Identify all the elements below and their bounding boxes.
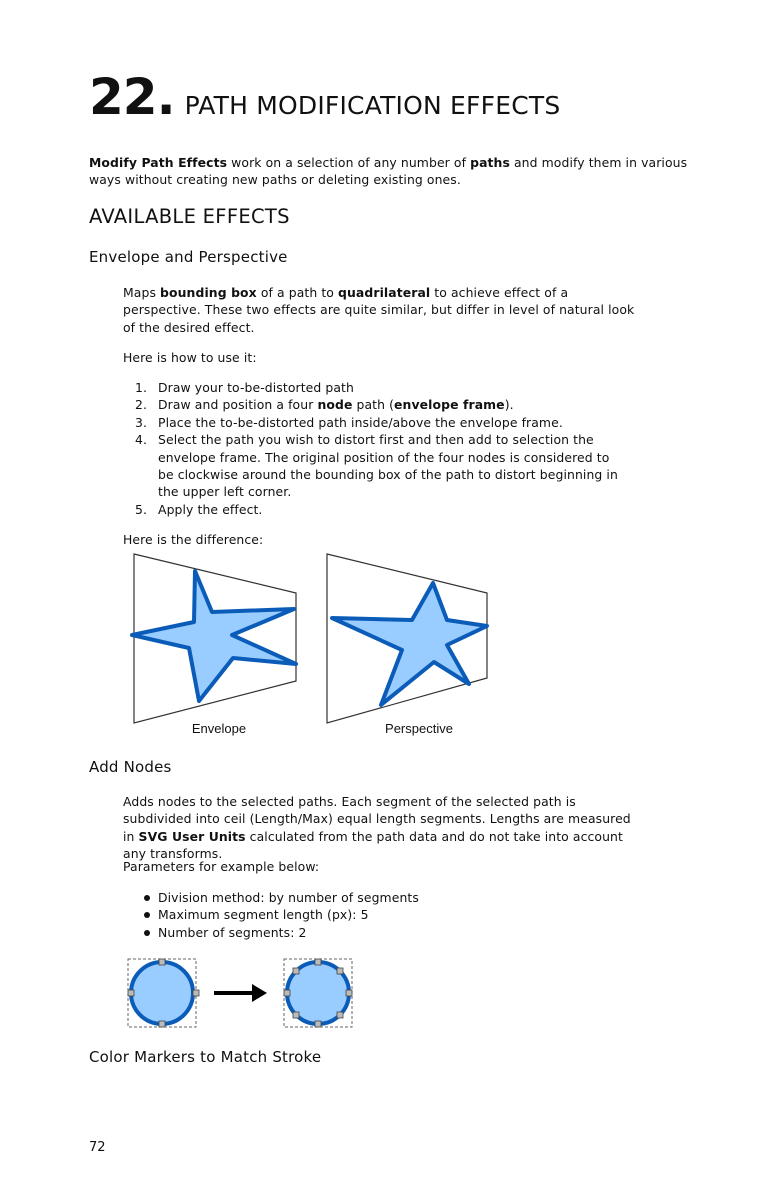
step-text: Select the path you wish to distort first and then add to selection the envelope frame. The original position of the four nodes is considered to be clockwise around the bounding box of the path to distort beginning in the upper left corner. [158, 432, 618, 500]
list-item [123, 924, 419, 941]
bullet-icon [144, 930, 150, 936]
list-item [123, 501, 623, 518]
step-number: 5. [135, 501, 148, 517]
step-text: Draw your to-be-distorted path [158, 380, 354, 395]
envelope-label: Envelope [191, 721, 247, 736]
chapter-title: PATH MODIFICATION EFFECTS [184, 91, 561, 120]
add-nodes-text-1: Adds nodes to the selected paths. Each segment of the selected path is subdivided into ceil (Length/Max) equal length segments. Lengths are measured in [123, 794, 631, 844]
intro-bold-1: Modify Path Effects [89, 155, 228, 170]
envelope-bold-1: bounding box [160, 285, 257, 300]
envelope-text-1: Maps [123, 285, 161, 300]
envelope-text-3: to achieve effect of a perspective. These two effects are quite similar, but differ in level of natural look of the desired effect. [123, 285, 635, 335]
bullet-icon [144, 895, 150, 901]
step-number: 1. [135, 380, 148, 395]
add-nodes-figure [124, 955, 356, 1031]
step-number: 3. [135, 414, 148, 430]
perspective-star [332, 583, 487, 705]
envelope-paragraph [123, 284, 643, 336]
page-number: 72 [89, 1140, 106, 1155]
add-nodes-text-2: calculated from the path data and do not take into account any transforms. [123, 828, 623, 862]
add-nodes-bold: SVG User Units [138, 828, 246, 844]
step-text: Apply the effect. [158, 501, 263, 517]
step-text: Draw and position a four [158, 397, 318, 413]
section-heading: AVAILABLE EFFECTS [89, 205, 290, 228]
howto-text: Here is how to use it: [123, 350, 257, 365]
steps-list [123, 379, 623, 518]
intro-text-2: and modify them in various ways without creating new paths or deleting existing ones. [89, 155, 688, 188]
param-text: Division method: by number of segments [158, 890, 419, 905]
step-bold: envelope frame [394, 397, 505, 413]
param-text: Maximum segment length (px): 5 [158, 907, 369, 923]
step-number: 2. [135, 397, 148, 413]
envelope-star [132, 571, 296, 701]
step-bold: node [317, 397, 353, 413]
add-nodes-paragraph [123, 793, 643, 863]
add-nodes-heading: Add Nodes [89, 758, 172, 776]
param-text: Number of segments: 2 [158, 924, 307, 940]
difference-text: Here is the difference: [123, 532, 264, 547]
envelope-text-2: of a path to [256, 285, 339, 300]
params-intro: Parameters for example below: [123, 859, 320, 874]
list-item [123, 889, 419, 906]
list-item [123, 431, 623, 501]
intro-bold-2: paths [470, 155, 510, 170]
intro-text-1: work on a selection of any number of [227, 155, 471, 170]
color-markers-heading: Color Markers to Match Stroke [89, 1048, 322, 1066]
params-list [123, 889, 419, 941]
bullet-icon [144, 912, 150, 918]
list-item [123, 906, 419, 923]
list-item [123, 396, 623, 413]
list-item [123, 414, 623, 431]
step-number: 4. [135, 432, 148, 448]
list-item [123, 379, 623, 396]
envelope-bold-2: quadrilateral [338, 285, 431, 300]
intro-paragraph [89, 154, 689, 189]
step-text: ). [504, 397, 514, 413]
step-text: path ( [352, 397, 395, 413]
envelope-perspective-figure [122, 548, 502, 740]
step-text: Place the to-be-distorted path inside/above the envelope frame. [158, 414, 563, 430]
perspective-label: Perspective [385, 721, 453, 736]
arrow-right-icon [214, 984, 267, 1002]
left-circle [131, 962, 193, 1024]
envelope-heading: Envelope and Perspective [89, 248, 288, 266]
chapter-heading [89, 68, 561, 126]
chapter-number: 22. [89, 68, 175, 126]
